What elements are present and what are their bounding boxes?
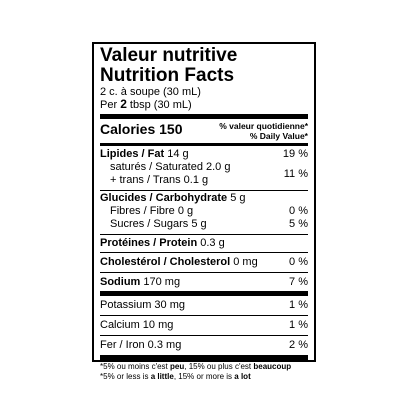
daily-value-header [219, 121, 308, 141]
title-english: Nutrition Facts [100, 65, 235, 86]
title-french: Valeur nutritive [100, 45, 238, 66]
fibre-row: Fibres / Fibre 0 g 0 % [110, 205, 308, 217]
saturated-trans-dv: 11 % [283, 168, 308, 180]
cholesterol-row: Cholestérol / Cholesterol 0 mg 0 % [100, 256, 308, 268]
fat-label: Lipides / Fat [100, 148, 165, 160]
dv-header-english: % Daily Value* [249, 131, 308, 141]
sugars-row: Sucres / Sugars 5 g 5 % [110, 218, 308, 230]
calories-row [100, 119, 308, 141]
footnote [100, 360, 308, 382]
trans-row: + trans / Trans 0.1 g [110, 174, 209, 186]
fat-dv: 19 % [282, 148, 308, 160]
footnote-english: *5% or less is a little, 15% or more is a lot [100, 372, 251, 381]
saturated-row: saturés / Saturated 2.0 g [110, 161, 231, 173]
calcium-row: Calcium 10 mg 1 % [100, 319, 308, 331]
potassium-row: Potassium 30 mg 1 % [100, 299, 308, 311]
sodium-row: Sodium 170 mg 7 % [100, 276, 308, 288]
serving-size-english: Per 2 tbsp (30 mL) [100, 97, 192, 111]
dv-header-french: % valeur quotidienne* [219, 121, 308, 131]
iron-row: Fer / Iron 0.3 mg 2 % [100, 339, 308, 351]
carbohydrate-row: Glucides / Carbohydrate 5 g [100, 192, 246, 204]
serving-size-french: 2 c. à soupe (30 mL) [100, 86, 201, 98]
fat-amount: 14 g [164, 148, 189, 160]
fat-row [100, 146, 308, 161]
footnote-french: *5% ou moins c'est peu, 15% ou plus c'est beaucoup [100, 362, 292, 371]
protein-row: Protéines / Protein 0.3 g [100, 237, 225, 249]
saturated-trans-group [100, 161, 308, 187]
nutrition-facts-panel [92, 42, 316, 381]
calories-label: Calories 150 [100, 121, 183, 137]
